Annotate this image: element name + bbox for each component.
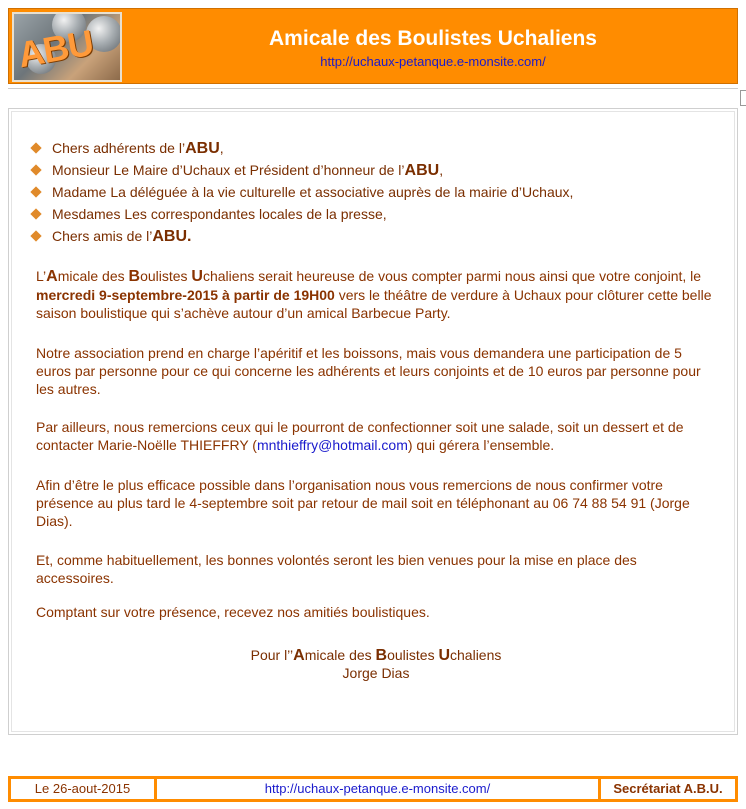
signature-name: Jorge Dias <box>342 665 410 681</box>
logo-text: ABU <box>14 21 96 76</box>
footer-url-link[interactable]: http://uchaux-petanque.e-monsite.com/ <box>157 779 598 799</box>
site-url-link[interactable]: http://uchaux-petanque.e-monsite.com/ <box>320 54 546 69</box>
page-footer <box>8 776 738 802</box>
signature-line: Pour l’’Amicale des Boulistes Uchaliens <box>250 647 502 664</box>
site-title: Amicale des Boulistes Uchaliens <box>269 27 597 50</box>
volunteers-paragraph: Et, comme habituellement, les bonnes volontés seront les bien venues pour la mise en place des accessoires. <box>36 552 637 586</box>
header-divider <box>8 88 738 93</box>
email-link[interactable]: mnthieffry@hotmail.com <box>256 437 408 453</box>
participation-paragraph: Notre association prend en charge l’apéritif et les boissons, mais vous demandera une participation de 5 euros par personne pour ce qui concerne les adhérents et leurs conjoints et de 10 euros par personne pour les autres. <box>36 345 701 397</box>
invitation-paragraph: L’Amicale des Boulistes Uchaliens serait heureuse de vous compter parmi nous ainsi que votre conjoint, le mercredi 9-septembre-2015 à partir de 19H00 vers le théâtre de verdure à Uchaux pour clôturer cette belle saison boulistique qui s’achève autour d’un amical Barbecue Party. <box>36 268 712 321</box>
diamond-bullet-icon <box>30 230 41 241</box>
edge-marker <box>740 90 746 106</box>
greetings-list <box>30 137 573 247</box>
greeting-item: Mesdames Les correspondantes locales de la presse, <box>30 203 573 225</box>
footer-secretariat: Secrétariat A.B.U. <box>601 779 735 799</box>
greeting-item: Monsieur Le Maire d’Uchaux et Président d’honneur de l’ABU, <box>30 159 573 181</box>
confirmation-paragraph: Afin d’être le plus efficace possible dans l’organisation nous vous remercions de nous confirmer votre présence au plus tard le 4-septembre soit par retour de mail soit en téléphonant au 06 74 88 54 91 (Jorge Dias). <box>36 477 690 529</box>
diamond-bullet-icon <box>30 208 41 219</box>
abu-logo <box>12 12 122 82</box>
diamond-bullet-icon <box>30 164 41 175</box>
closing-paragraph: Comptant sur votre présence, recevez nos amitiés boulistiques. <box>36 604 430 620</box>
footer-date: Le 26-aout-2015 <box>11 779 154 799</box>
greeting-item: Chers amis de l’ABU. <box>30 225 573 247</box>
greeting-item: Chers adhérents de l’ABU, <box>30 137 573 159</box>
diamond-bullet-icon <box>30 142 41 153</box>
contribution-paragraph: Par ailleurs, nous remercions ceux qui le pourront de confectionner soit une salade, soit un dessert et de contacter Marie-Noëlle THIEFFRY (mnthieffry@hotmail.com) qui gérera l’ensemble. <box>36 419 684 453</box>
page-header <box>8 8 738 84</box>
event-date: mercredi 9-septembre-2015 à partir de 19H00 <box>36 287 335 303</box>
diamond-bullet-icon <box>30 186 41 197</box>
greeting-item: Madame La déléguée à la vie culturelle et associative auprès de la mairie d’Uchaux, <box>30 181 573 203</box>
